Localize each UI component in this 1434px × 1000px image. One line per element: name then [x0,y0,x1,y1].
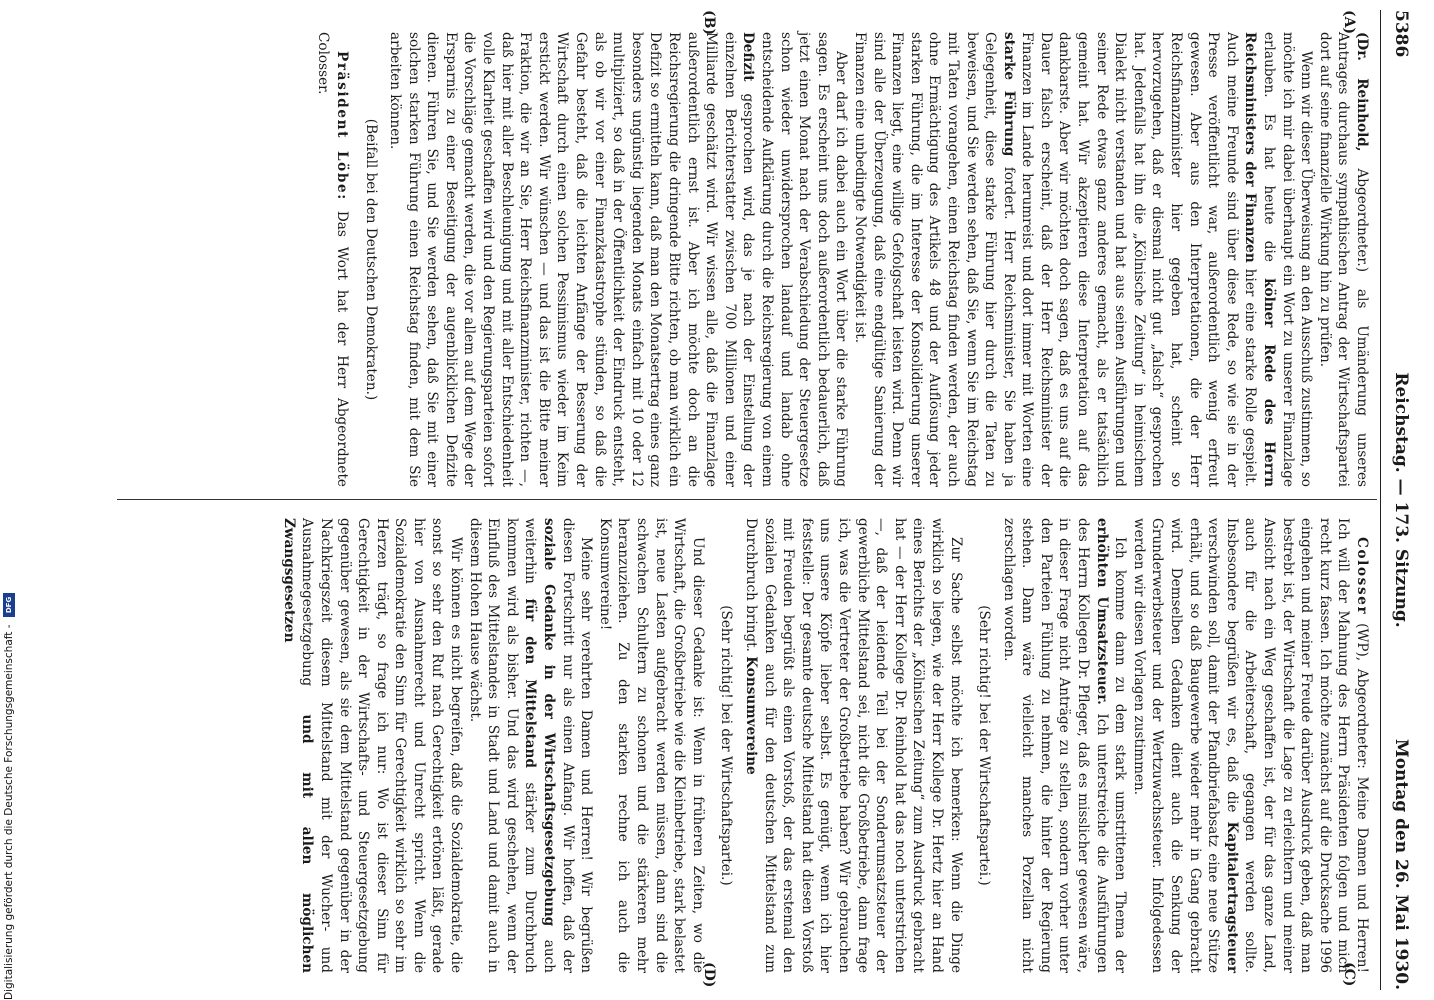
interjection: (Sehr richtig! bei der Wirtschaftspartei.) [718,605,735,886]
newspaper-page [17,10,1417,990]
page-header [1375,10,1417,990]
paragraph: Und dieser Gedanke ist: Wenn in früheren Zeiten, wo die Wirtschaft, die Großbetriebe wie die Kleinbetriebe, stark belastet ist, neue Lasten aufgebracht werden müssen, dann sind die schwachen Schultern zu schonen und die stärkeren mehr heranzuziehen. Zu den starken rechne ich auch die Konsumvereine! [596,518,706,973]
speaker-continuation [1315,32,1371,487]
digitization-footer [3,0,19,1000]
paragraph-text: als Umänderung unseres Antrages durchaus sympathischen Antrag der Wirtschaftspartei dort auf seine finanzielle Wirkung hin zu prüfen. [1316,32,1370,487]
paragraph-text: Aber darf ich dabei auch ein Wort über die starke Führung sagen. Es erscheint uns doch außerordentlich bedauerlich, daß jetzt einen Monat nach der Verabschiedung der Steuergesetze schon wieder unwidersprochen landauf und landab ohne entscheidende Aufklärung durch die Reichsregierung von einem [759,32,850,487]
right-column [279,518,1371,973]
president-label: Präsident Löbe: [333,51,350,201]
emphasis-text: erhöhten Umsatzsteuer. [1093,518,1110,705]
column-divider [117,499,1377,500]
emphasis-text: und mit allen möglichen Zwangsgesetzen [280,518,316,973]
margin-marker-c: (C) [1341,962,1357,987]
paragraph [741,518,964,973]
margin-marker-a: (A) [1341,10,1357,35]
emphasis-text: Konsumvereine [743,656,759,775]
paragraph [850,32,1315,487]
paragraph-text: Ich unterstreiche die Ausführungen des Herrn Kollegen Dr. Pfleger, daß es misslicher gewesen wäre, in dieser Frage nicht Anträge zu stellen, sondern vorher unter den Parteien Fühlung zu nehmen, die hinter der Regierung stehen. Dann wäre vielleicht manches Porzellan nicht zerschlagen worden. [1000,518,1110,973]
speaker-intro [1129,518,1371,973]
footer-text: Digitalisierung gefördert durch die Deutsche Forschungsgemeinschaft - [3,624,15,1000]
paragraph-text: Wir können es nicht begreifen, daß die Sozialdemokratie, die sonst so sehr den Ruf nach Gerechtigkeit ertönen läßt, gerade hier von Ausnahmerecht und Unrecht spricht. Wenn die Sozialdemokratie den Sinn für Gerechtigkeit wirklich so sehr im Herzen trägt, so frage ich nur: Wo ist dieser Sinn für Gerechtigkeit in der Wirtschafts- und Steuergesetzgebung gegenüber gewesen, als sie dem Mittelstand gegenüber in der Nachkriegszeit diesem Mittelstand mit der Wucher- und Ausnahmegesetzgebung [299,518,465,973]
paragraph-text: hier eine starke Rolle gespielt. Auch meine Freunde sind über diese Rede, so wie sie in der Presse veröffentlicht war, außerordentlich wenig erfreut gewesen. Aber aus den Interpretationen, die der Herr Reichsfinanzminister hier gegeben hat, scheint so hervorzugehen, daß er diesmal nicht gut „falsch“ gesprochen hat. Jedenfalls hat ihn die „Kölnische Zeitung“ in heimischem Dialekt nicht verstanden und hat aus seinen Ausführungen und seiner Rede etwas ganz anderes gemacht, als er tatsächlich gemeint hat. Wir akzeptieren diese Interpretation auf das dankbarste. Aber wir möchten doch sagen, daß es uns auf die Dauer falsch erscheint, daß der Herr Reichsminister der Finanzen im Lande herumreist und dort immer mit Worten eine [1019,32,1259,487]
header-rule [1380,10,1381,990]
paragraph [279,518,465,973]
paragraph [386,32,851,487]
paragraph-text: gesprochen wird, das je nach der Einstellung der einzelnen Berichterstatter zwischen 700 Millionen und einer Milliarde geschätzt wird. Wir wissen alle, daß die Finanzlage außerordentlich ernst ist. Aber ich möchte doch an die Reichsregierung die dringende Bitte richten, ob man wirklich ein Defizit so ermitteln kann, daß man den Monatsertrag eines ganz besonders ungünstig liegenden Monats einfach mit 10 oder 12 multipliziert, so daß in der Öffentlichkeit der Eindruck entsteht, als ob wir vor einer Finanzkatastrophe stünden, so daß die Gefahr besteht, daß die leichten Anfänge der Besserung der Wirtschaft durch einen solchen Pessimismus wieder im Keim erstickt werden. Wir wünschen — und das ist die Bitte meiner Fraktion, die wir an Sie, Herr Reichsfinanzminister, richten —, daß hier mit aller Beschleunigung und mit aller Entschiedenheit volle Klarheit geschaffen wird und den Regierungsparteien sofort die Vorschläge gemacht werden, die vor allem auf dem Wege der Ersparnis zu einer Beseitigung der augenblicklichen Defizite dienen. Führen Sie, und Sie werden sehen, daß Sie mit einer solchen starken Führung einen Reichstag finden, mit dem Sie arbeiten können. [387,32,757,488]
emphasis-text: starke Führung [1000,32,1017,157]
speaker-name: (Dr. Reinhold, [1354,32,1370,152]
paragraph-text: fordert. Herr Reichsminister, Sie haben ja Gelegenheit, diese starke Führung hier durch die Taten zu beweisen, und Sie werden sehen, daß Sie, wenn Sie im Reichstag mit Taten vorangehen, einen Reichstag finden werden, der auch ohne Ermächtigung des Artikels 48 und der Auflösung jeder starken Führung, die im Interesse der Konsolidierung unserer Finanzen liegt, eine willige Gefolgschaft leisten wird. Denn wir sind alle der Überzeugung, daß eine endgültige Sanierung der Finanzen eine unbedingte Notwendigkeit ist. [851,32,1017,487]
page-number: 5386 [1391,10,1411,58]
paragraph [999,518,1129,973]
emphasis-text: Kapitalertragsteuer [1223,821,1240,973]
applause-note: (Beifall bei den Deutschen Demokraten.) [362,118,379,401]
speaker-name: Colosser [1354,537,1370,616]
paragraph-text: auch weiterhin [522,518,558,973]
margin-marker-b: (B) [701,10,717,36]
margin-marker-d: (D) [701,962,717,988]
emphasis-text: Defizit [740,32,757,82]
paragraph [465,518,595,973]
paragraph-text: verschwinden soll, damit der Pfandbriefabsatz eine neue Stütze erhält, und so daß Baugewerbe wieder mehr in Gang gebracht wird. Demselben Gedanken dient auch die Senkung der Grunderwerbsteuer und der Wertzuwachssteuer. Infolgedessen werden wir diesen Vorlagen zustimmen. [1130,518,1222,973]
left-column [314,32,1371,487]
emphasis-text: soziale Gedanke in der Wirtschaftsgesetzgebung [541,518,558,927]
paragraph-text: (WP), Abgeordneter: Meine Damen und Herren! Ich will der Mahnung des Herrn Präsidenten folgen und mich recht kurz fassen. Ich möchte zunächst auf die Drucksache 1996 eingehen und meiner Freude darüber Ausdruck geben, daß man bestrebt ist, der Wirtschaft die Lage zu erleichtern und meiner Ansicht nach ein Weg geschaffen ist, der für das ganze Land, auch für die Arbeiterschaft, gegangen werden sollte. Insbesondere begrüßen wir es, daß die [1223,518,1370,973]
paragraph-text: Zur Sache selbst möchte ich bemerken: Wenn die Dinge wirklich so liegen, wie der Herr Kollege Dr. Hertz hier an Hand eines Berichts der „Kölnischen Zeitung“ zum Ausdruck gebracht hat — der Herr Kollege Dr. Reinhold hat das noch unterstrichen —, daß der leidende Teil bei der Sonderumsatzsteuer der gewerbliche Mittelstand sei, nicht die Großbetriebe, dann frage ich, was die Vertreter der Großbetriebe haben? Wir gebrauchen uns unsere Köpfe lieber selbst. Es genügt, wenn ich hier feststelle: Der gesamte deutsche Mittelstand hat diesen Vorstoß mit Freuden begrüßt als einen Vorstoß, der das erstemal den sozialen Gedanken auch für den deutschen Mittelstand zum Durchbruch bringt. [743,518,964,973]
dfg-logo: DFG [3,593,15,617]
page-title: Reichstag. — 173. Sitzung. [1391,372,1411,628]
paragraph-text: stärker zum Durchbruch kommen wird als bisher. Und das wird geschehen, wenn der Einfluß des Mittelstandes in Stadt und Land und damit auch in diesem Hohen Hause wächst. [466,518,539,973]
interjection: (Sehr richtig! bei der Wirtschaftspartei.) [976,605,993,886]
president-statement [314,32,351,487]
page-date: Montag den 26. Mai 1930. [1391,738,1411,990]
emphasis-text: für den Mittelstand [522,598,539,768]
paragraph-text: Meine sehr verehrten Damen und Herren! Wir begrüßen diesen Fortschritt nur als einen Anfang. Wir hoffen, daß der [559,518,595,973]
paragraph-text: Wenn wir dieser Überweisung an den Ausschuß zustimmen, so möchte ich mir dabei überhaupt ein Wort zu unserer Finanzlage erlauben. Es hat heute die [1261,32,1315,487]
speaker-role: Abgeordneter.) [1354,168,1370,273]
paragraph-text: Ich komme dann zu dem stark umstrittenen Thema der [1112,537,1129,973]
emphasis-text: kölner Rede des Herrn Reichsministers der Finanzen [1242,32,1278,487]
paragraph-text: Das Wort hat der Herr Abgeordnete Colosser. [315,32,350,487]
